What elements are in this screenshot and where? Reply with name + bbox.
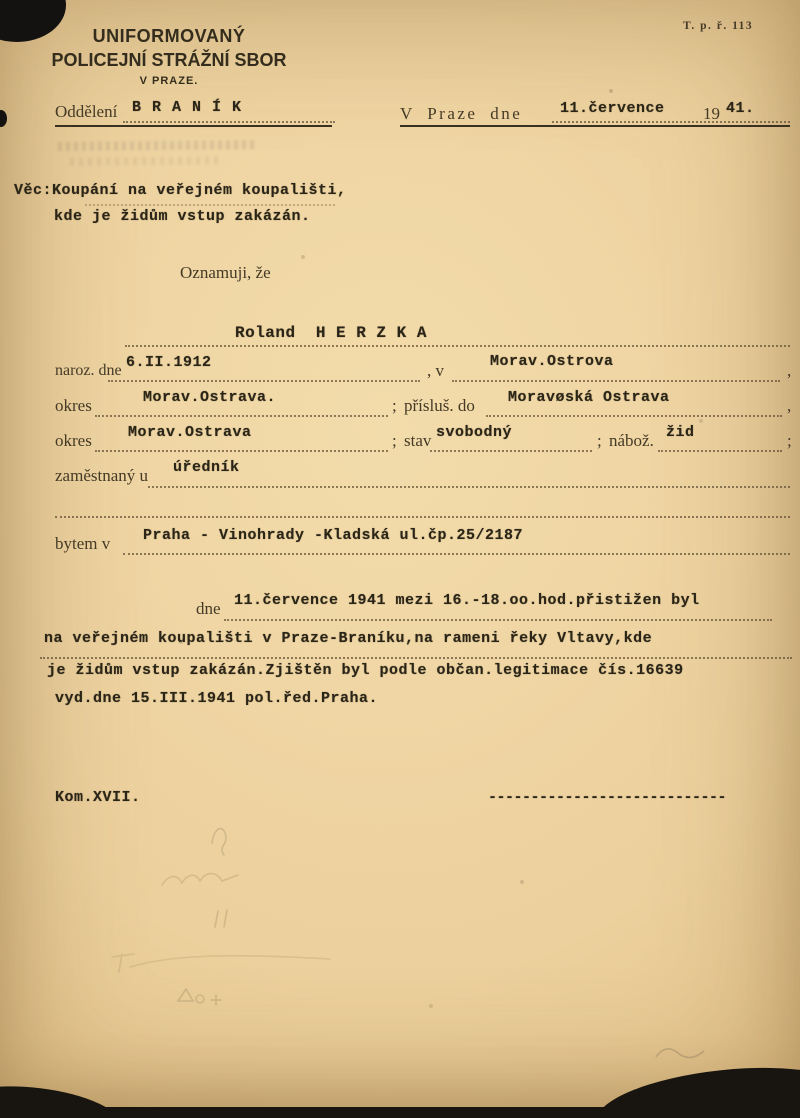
status-label: stav — [404, 431, 432, 450]
pencil-scribbles — [100, 815, 380, 1030]
born-place-value: Morav.Ostrova — [490, 353, 614, 370]
employer-label: zaměstnaný u — [55, 466, 148, 485]
letterhead — [28, 26, 310, 88]
department-rule-solid — [55, 125, 332, 127]
scan-edge-dot — [0, 110, 7, 127]
department-label: Oddělení — [55, 102, 118, 121]
domicile-comma: , — [787, 396, 792, 415]
district1-semicolon: ; — [392, 396, 397, 415]
religion-end-semicolon: ; — [787, 431, 792, 450]
narrative-date-label: dne — [196, 599, 221, 618]
empty-rule — [55, 516, 790, 518]
commissariat-number: Kom.XVII. — [55, 789, 141, 806]
district2-label: okres — [55, 431, 92, 450]
year-value: 41. — [726, 100, 755, 117]
employer-rule — [148, 486, 790, 488]
status-rule — [430, 450, 592, 452]
born-date-rule — [108, 380, 420, 382]
religion-semicolon: ; — [597, 431, 602, 450]
signature-dashed-line: ---------------------------- — [488, 789, 727, 806]
born-label: naroz. dne — [55, 362, 122, 379]
form-code: T. p. ř. 113 — [683, 20, 754, 32]
status-semicolon: ; — [392, 431, 397, 450]
narrative-line1: 11.července 1941 mezi 16.-18.oo.hod.přistižen byl — [234, 592, 700, 609]
narrative-rule1 — [224, 619, 772, 621]
domicile-label: přísluš. do — [404, 396, 475, 415]
district1-label: okres — [55, 396, 92, 415]
religion-rule — [658, 450, 782, 452]
date-value: 11.července — [560, 100, 665, 117]
subject-rule-dotted — [85, 204, 335, 206]
district2-value: Morav.Ostrava — [128, 424, 252, 441]
narrative-rule2 — [40, 657, 792, 659]
name-rule-dotted — [125, 345, 790, 347]
born-in-label: , v — [427, 361, 444, 380]
district1-value: Morav.Ostrava. — [143, 389, 277, 406]
status-value: svobodný — [436, 424, 513, 441]
religion-label: nábož. — [609, 431, 654, 450]
narrative-line4: vyd.dne 15.III.1941 pol.řed.Praha. — [55, 690, 379, 707]
subject-line2: kde je židům vstup zakázán. — [54, 208, 311, 225]
residence-value: Praha - Vinohrady -Kladská ul.čp.25/2187 — [143, 527, 524, 544]
born-place-rule — [452, 380, 780, 382]
residence-rule — [123, 553, 790, 555]
subject-line1: Věc:Koupání na veřejném koupališti, — [14, 182, 347, 199]
date-rule-solid — [400, 125, 790, 127]
district2-rule — [95, 450, 388, 452]
department-value: B R A N Í K — [132, 99, 243, 116]
scan-corner-artifact-bottom-left — [0, 1078, 125, 1118]
narrative-line3: je židům vstup zakázán.Zjištěn byl podle občan.legitimace čís.16639 — [47, 662, 684, 679]
born-date-value: 6.II.1912 — [126, 354, 212, 371]
district1-rule — [95, 415, 388, 417]
religion-value: žid — [666, 424, 695, 441]
announce-text: Oznamuji, že — [180, 263, 271, 282]
ink-ghost-transfer — [58, 140, 263, 166]
date-rule-dotted — [552, 121, 790, 123]
org-name-line1: UNIFORMOVANÝ — [92, 26, 246, 46]
narrative-line2: na veřejném koupališti v Praze-Braníku,na rameni řeky Vltavy,kde — [44, 630, 653, 647]
department-rule-dotted — [123, 121, 335, 123]
person-name: Roland H E R Z K A — [235, 324, 427, 342]
place-date-label: V Praze dne — [400, 104, 523, 123]
org-name-line3: V PRAZE. — [139, 75, 199, 88]
org-name-line2: POLICEJNÍ STRÁŽNÍ SBOR — [51, 49, 287, 70]
domicile-rule — [486, 415, 782, 417]
born-row-comma: , — [787, 361, 792, 380]
employer-value: úředník — [173, 459, 240, 476]
residence-label: bytem v — [55, 534, 111, 553]
pencil-mark-bottom — [648, 1035, 718, 1067]
domicile-value: Moravøská Ostrava — [508, 389, 670, 406]
year-prefix: 19 — [703, 104, 720, 123]
